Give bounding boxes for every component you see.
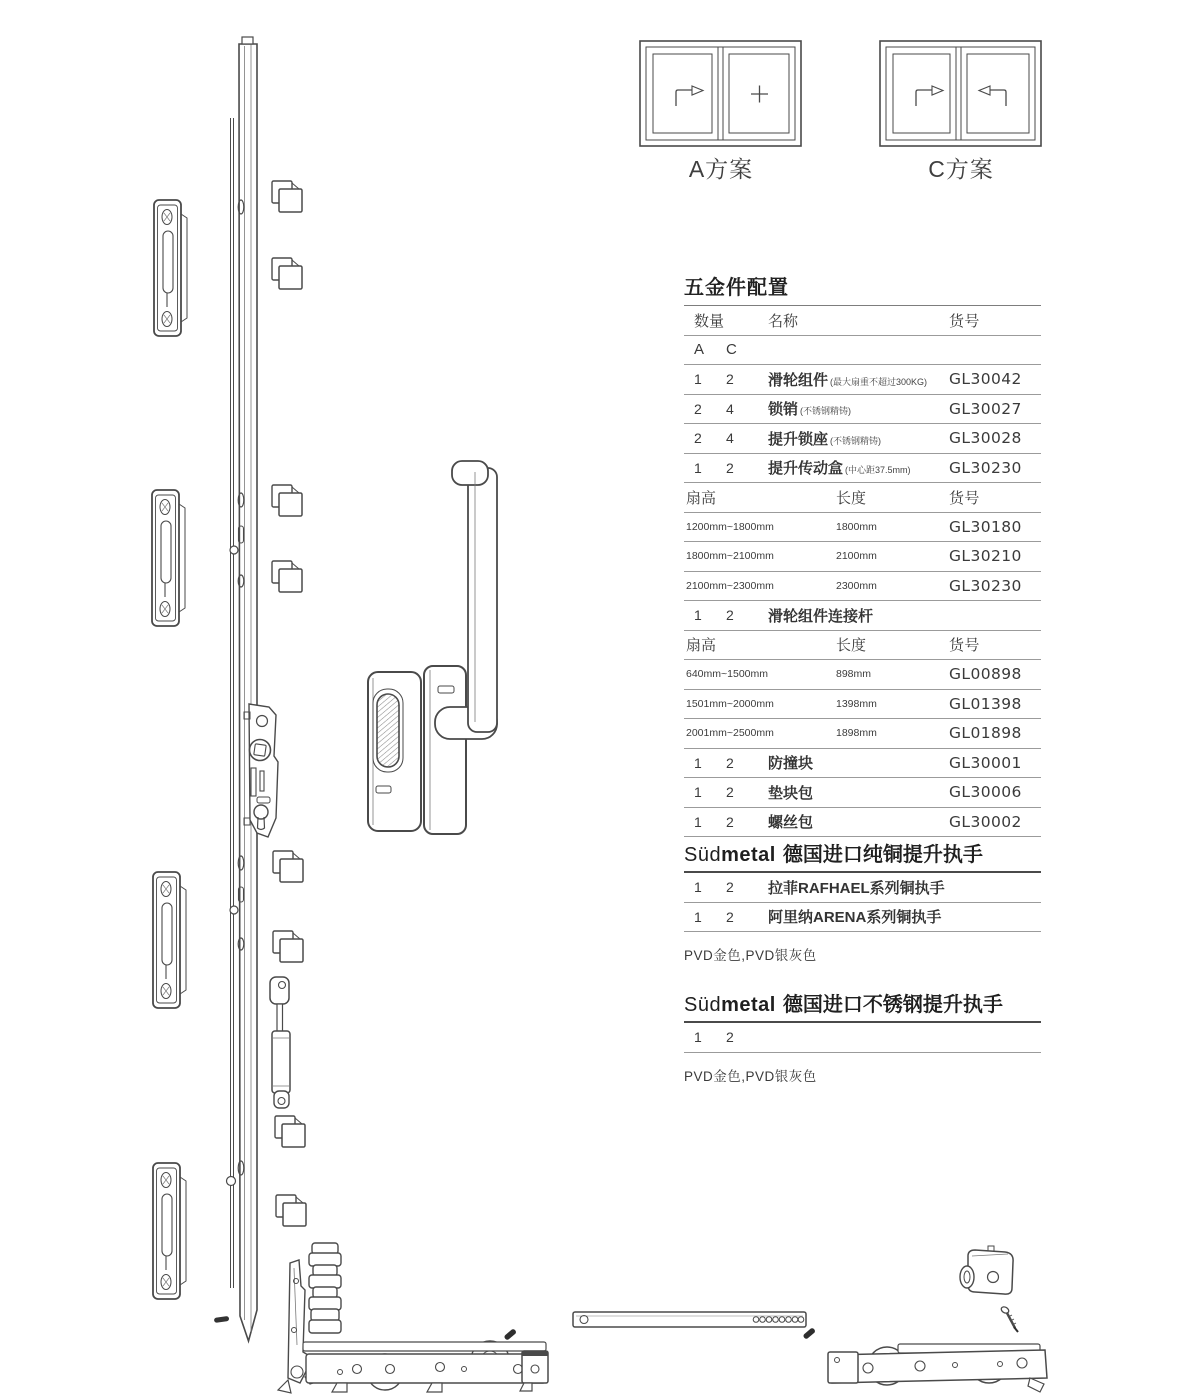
corner-roller-carriage-drawing <box>278 1243 548 1393</box>
brass-handle-section <box>684 838 1041 964</box>
finish-note: PVD金色,PVD银灰色 <box>684 1068 817 1084</box>
table-row: 1 2 拉菲RAFHAEL系列铜执手 <box>684 873 1041 903</box>
lock-pin-block-drawing <box>273 931 303 962</box>
scheme-c-label: C方案 <box>928 156 994 182</box>
buffer-block-drawing <box>309 1243 341 1333</box>
pin-drawing <box>503 1328 516 1341</box>
connector-rod-drawing <box>573 1312 806 1327</box>
scheme-c-diagram <box>880 41 1041 146</box>
pin-drawing <box>802 1327 815 1340</box>
table-title: 五金件配置 <box>684 271 1041 306</box>
keep-plate-drawing <box>153 1163 186 1299</box>
table-row: 2100mm~2300mm 2300mm GL30230 <box>684 572 1041 602</box>
section-title: Südmetal 德国进口纯铜提升执手 <box>684 838 1041 873</box>
hardware-config-table <box>684 271 1041 837</box>
table-row: 1 2 螺丝包 GL30002 <box>684 808 1041 838</box>
col-qty: 数量 <box>694 312 725 330</box>
col-code: 货号 <box>949 312 980 330</box>
table-row: 1 2 滑轮组件 (最大扇重不超过300KG) GL30042 <box>684 365 1041 395</box>
lock-pin-block-drawing <box>273 851 303 882</box>
section-title: Südmetal 德国进口不锈钢提升执手 <box>684 988 1041 1023</box>
keep-plate-drawing <box>153 872 186 1008</box>
size-subheader-row: 扇高 长度 货号 <box>684 631 1041 661</box>
lock-pin-block-drawing <box>276 1195 306 1226</box>
table-row: 1 2 提升传动盒 (中心距37.5mm) GL30230 <box>684 454 1041 484</box>
flush-pull-handle-drawing <box>368 672 421 831</box>
col-name: 名称 <box>768 312 799 330</box>
table-row: 2001mm~2500mm 1898mm GL01898 <box>684 719 1041 749</box>
table-row: 2 4 锁销 (不锈钢精铸) GL30027 <box>684 395 1041 425</box>
col-a: A <box>694 341 705 359</box>
lift-handle-drawing <box>424 461 497 834</box>
scheme-subheader-row <box>684 336 1041 366</box>
table-header-row <box>684 306 1041 336</box>
finish-note: PVD金色,PVD银灰色 <box>684 948 817 963</box>
lock-pin-block-drawing <box>275 1116 305 1147</box>
size-subheader-row: 扇高 长度 货号 <box>684 483 1041 513</box>
table-row: 1 2 防撞块 GL30001 <box>684 749 1041 779</box>
lock-pin-block-drawing <box>272 485 302 516</box>
keep-plate-drawing <box>152 490 185 626</box>
table-row: 1 2 <box>684 1023 1041 1053</box>
col-c: C <box>726 341 737 359</box>
table-row: 1 2 阿里纳ARENA系列铜执手 <box>684 903 1041 933</box>
table-row: 1501mm~2000mm 1398mm GL01398 <box>684 690 1041 720</box>
table-row: 640mm~1500mm 898mm GL00898 <box>684 660 1041 690</box>
table-row: 1200mm~1800mm 1800mm GL30180 <box>684 513 1041 543</box>
end-cap-drawing <box>960 1246 1013 1294</box>
brand-logo: Süd <box>684 844 722 866</box>
screw-pin-drawing <box>214 1316 230 1323</box>
roller-carriage-drawing <box>828 1344 1047 1392</box>
steel-handle-section <box>684 988 1041 1085</box>
lift-rail-drawing <box>214 37 257 1341</box>
scheme-a-label: A方案 <box>688 156 754 182</box>
lock-pin-block-drawing <box>272 181 302 212</box>
table-row: 1 2 滑轮组件连接杆 <box>684 601 1041 631</box>
lock-pin-block-drawing <box>272 561 302 592</box>
lift-strut-drawing <box>270 977 290 1108</box>
table-row: 1800mm~2100mm 2100mm GL30210 <box>684 542 1041 572</box>
table-row: 1 2 垫块包 GL30006 <box>684 778 1041 808</box>
brand-logo: Süd <box>684 994 722 1016</box>
scheme-a-diagram <box>640 41 801 146</box>
screw-drawing <box>1000 1306 1018 1332</box>
keep-plate-drawing <box>154 200 187 336</box>
lock-pin-block-drawing <box>272 258 302 289</box>
table-row: 2 4 提升锁座 (不锈钢精铸) GL30028 <box>684 424 1041 454</box>
